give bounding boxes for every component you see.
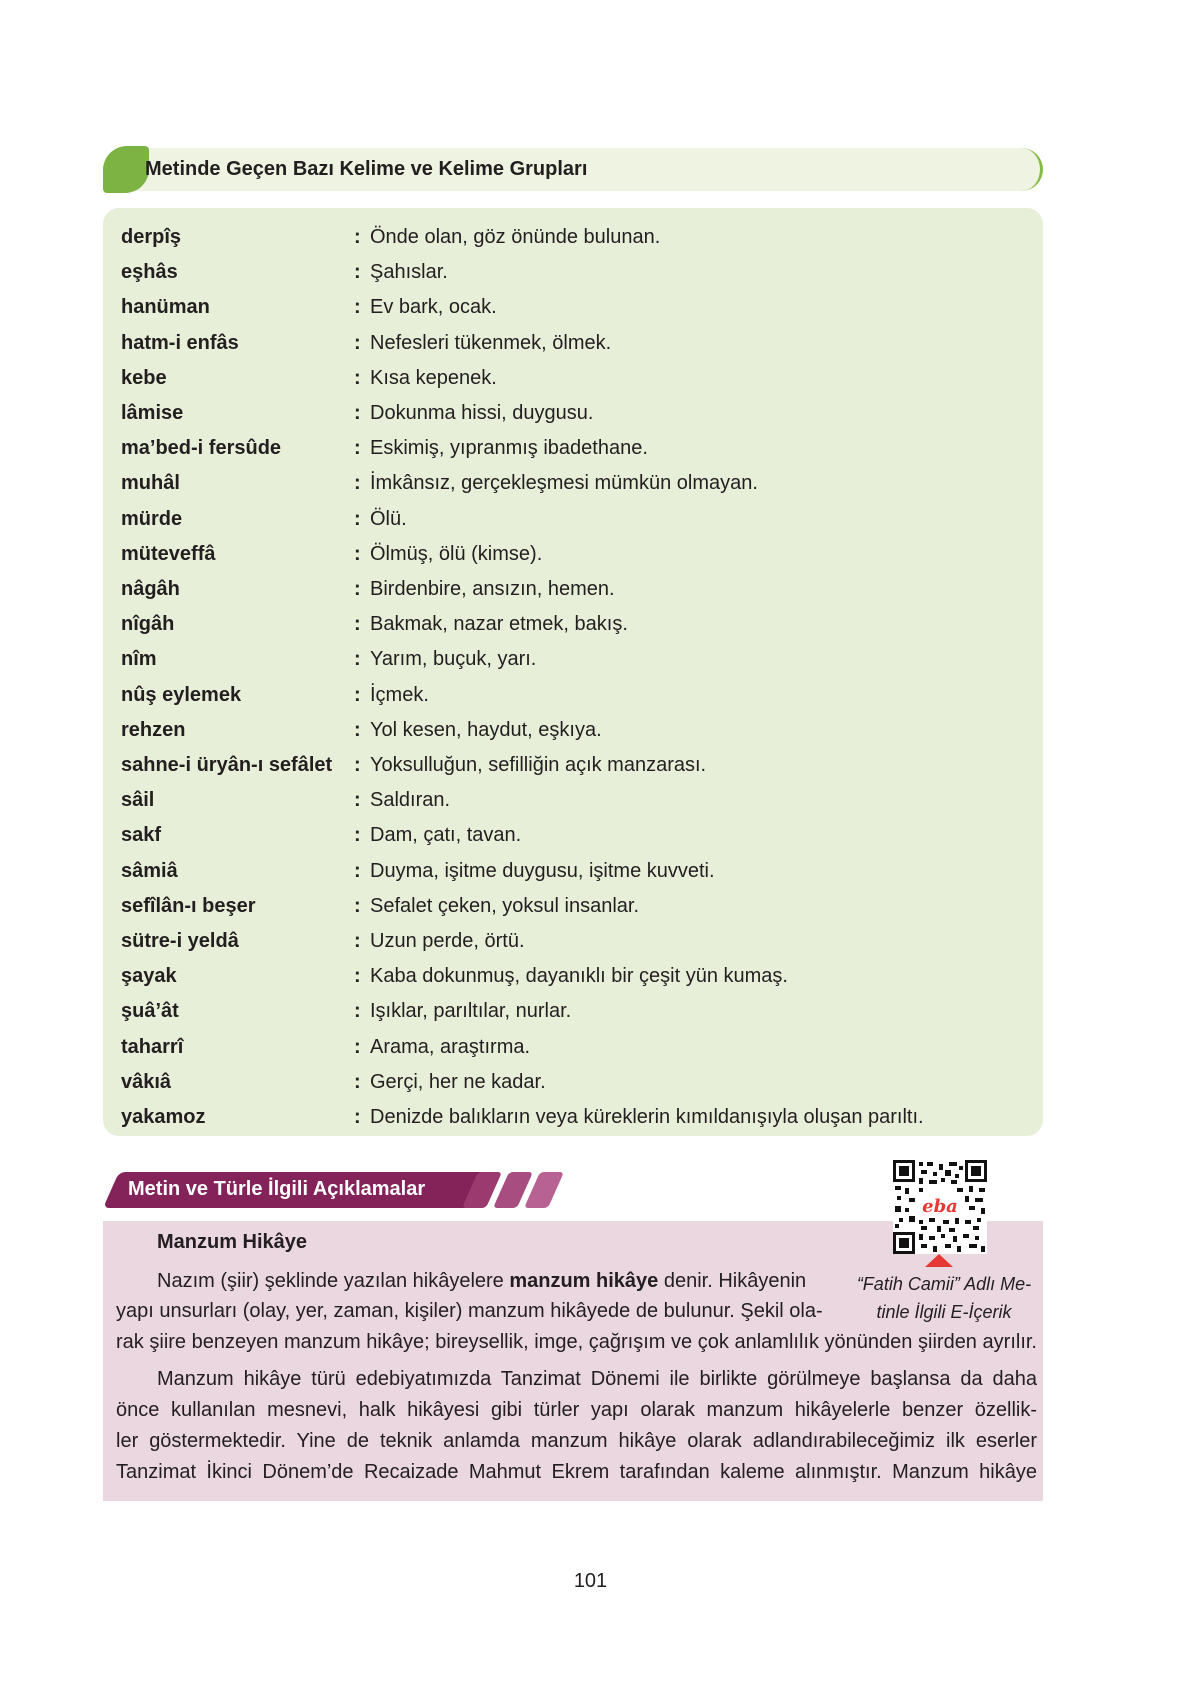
glossary-colon: :	[354, 1106, 361, 1128]
glossary-definition: Arama, araştırma.	[370, 1035, 531, 1058]
glossary-colon: :	[354, 718, 361, 741]
paragraph-line: rak şiire benzeyen manzum hikâye; bireysellik, imge, çağrışım ve çok anlamlılık yönünden şiirden ayrılır.	[116, 1331, 1037, 1353]
glossary-definition: Kaba dokunmuş, dayanıklı bir çeşit yün kumaş.	[370, 965, 788, 988]
glossary-definition: Nefesleri tükenmek, ölmek.	[370, 331, 612, 354]
glossary-term: rehzen	[121, 718, 186, 741]
glossary-term: derpîş	[121, 226, 182, 248]
glossary-colon: :	[354, 472, 361, 495]
glossary-colon: :	[354, 437, 361, 460]
glossary-term: kebe	[121, 366, 167, 389]
glossary-definition: Yoksulluğun, sefilliğin açık manzarası.	[370, 754, 707, 776]
glossary-term: hanüman	[121, 296, 210, 319]
glossary-term: vâkıâ	[121, 1070, 172, 1093]
glossary-colon: :	[354, 261, 361, 284]
glossary-colon: :	[354, 366, 361, 389]
glossary-term: sakf	[121, 824, 162, 847]
glossary-term: sütre-i yeldâ	[121, 930, 239, 952]
qr-code[interactable]	[893, 1160, 987, 1254]
glossary-colon: :	[354, 296, 361, 319]
glossary-definition: Ölmüş, ölü (kimse).	[370, 542, 543, 565]
glossary-definition: Ev bark, ocak.	[370, 296, 497, 319]
glossary-definition: Uzun perde, örtü.	[370, 930, 525, 952]
explanation-title: Metin ve Türle İlgili Açıklamalar	[128, 1178, 426, 1200]
paragraph-line: önce kullanılan mesnevi, halk hikâyesi gibi türler yapı olarak manzum hikâyelerle benzer özellik-	[116, 1399, 1037, 1421]
glossary-definition: İçmek.	[370, 683, 429, 706]
glossary-definition: Gerçi, her ne kadar.	[370, 1070, 546, 1093]
glossary-colon: :	[354, 507, 361, 530]
glossary-term: şayak	[121, 965, 177, 988]
glossary-colon: :	[354, 331, 361, 354]
paragraph-line: ler göstermektedir. Yine de teknik anlamda manzum hikâye olarak adlandırabileceğimiz ilk eserler	[116, 1430, 1037, 1452]
eba-logo: eba	[917, 1198, 963, 1216]
glossary-term: nûş eylemek	[121, 683, 242, 706]
glossary-term: nâgâh	[121, 578, 180, 600]
glossary-term: nîm	[121, 648, 157, 671]
qr-caption-line: tinle İlgili E-İçerik	[876, 1302, 1012, 1322]
bold-term: manzum hikâye	[509, 1270, 659, 1292]
glossary-definition: Ölü.	[370, 507, 407, 530]
glossary-header	[103, 146, 1043, 193]
glossary-term: muhâl	[121, 472, 180, 495]
glossary-term: eşhâs	[121, 261, 178, 284]
glossary-definition: İmkânsız, gerçekleşmesi mümkün olmayan.	[370, 472, 758, 495]
glossary-term: sefîlân-ı beşer	[121, 894, 256, 917]
page-number: 101	[573, 1570, 608, 1592]
text-span: denir. Hikâyenin	[658, 1270, 807, 1292]
glossary-colon: :	[354, 402, 361, 424]
glossary-title: Metinde Geçen Bazı Kelime ve Kelime Grupları	[145, 158, 588, 180]
qr-caption-line: “Fatih Camii” Adlı Me-	[856, 1274, 1032, 1294]
glossary-term: sâil	[121, 789, 155, 812]
glossary-term: sâmiâ	[121, 859, 178, 882]
glossary-box	[103, 208, 1043, 1136]
glossary-term: yakamoz	[121, 1106, 206, 1128]
glossary-colon: :	[354, 859, 361, 882]
glossary-term: şuâ’ât	[121, 1000, 179, 1023]
glossary-colon: :	[354, 683, 361, 706]
glossary-colon: :	[354, 754, 361, 776]
glossary-term: ma’bed-i fersûde	[121, 437, 282, 460]
glossary-definition: Şahıslar.	[370, 261, 448, 284]
glossary-term: sahne-i üryân-ı sefâlet	[121, 754, 333, 776]
arrow-up-icon	[925, 1254, 953, 1267]
glossary-definition: Sefalet çeken, yoksul insanlar.	[370, 894, 640, 917]
text-span: Nazım (şiir) şeklinde yazılan hikâyelere	[157, 1270, 510, 1292]
glossary-definition: Yarım, buçuk, yarı.	[370, 648, 537, 671]
glossary-term: lâmise	[121, 402, 184, 424]
glossary-definition: Denizde balıkların veya küreklerin kımıldanışıyla oluşan parıltı.	[370, 1106, 924, 1128]
glossary-colon: :	[354, 1070, 361, 1093]
glossary-definition: Yol kesen, haydut, eşkıya.	[370, 718, 602, 741]
glossary-colon: :	[354, 824, 361, 847]
glossary-colon: :	[354, 1035, 361, 1058]
glossary-term: mürde	[121, 507, 183, 530]
glossary-term: nîgâh	[121, 613, 175, 636]
glossary-colon: :	[354, 613, 361, 636]
glossary-definition: Işıklar, parıltılar, nurlar.	[370, 1000, 572, 1023]
glossary-colon: :	[354, 648, 361, 671]
glossary-definition: Önde olan, göz önünde bulunan.	[370, 226, 661, 248]
glossary-definition: Duyma, işitme duygusu, işitme kuvveti.	[370, 859, 715, 882]
paragraph-line: yapı unsurları (olay, yer, zaman, kişiler) manzum hikâyede de bulunur. Şekil ola-	[116, 1300, 823, 1322]
glossary-definition: Dam, çatı, tavan.	[370, 824, 522, 847]
glossary-colon: :	[354, 1000, 361, 1023]
glossary-colon: :	[354, 226, 361, 248]
glossary-colon: :	[354, 894, 361, 917]
glossary-definition: Bakmak, nazar etmek, bakış.	[370, 613, 628, 636]
paragraph-line: Manzum hikâye türü edebiyatımızda Tanzimat Dönemi ile birlikte görülmeye başlansa da daha	[157, 1368, 1037, 1390]
glossary-definition: Dokunma hissi, duygusu.	[370, 402, 594, 424]
glossary-term: hatm-i enfâs	[121, 331, 239, 354]
paragraph-line	[157, 1266, 806, 1297]
glossary-definition: Birdenbire, ansızın, hemen.	[370, 578, 615, 600]
qr-caption	[845, 1270, 1043, 1326]
glossary-term: taharrî	[121, 1035, 184, 1058]
glossary-colon: :	[354, 542, 361, 565]
paragraph-line: Tanzimat İkinci Dönem’de Recaizade Mahmut Ekrem tarafından kaleme alınmıştır. Manzum hikâye	[116, 1461, 1037, 1483]
glossary-definition: Kısa kepenek.	[370, 366, 497, 389]
glossary-definition: Saldıran.	[370, 789, 451, 812]
glossary-term: müteveffâ	[121, 542, 216, 565]
section-subheading: Manzum Hikâye	[157, 1231, 308, 1253]
glossary-colon: :	[354, 789, 361, 812]
glossary-colon: :	[354, 930, 361, 952]
glossary-colon: :	[354, 965, 361, 988]
glossary-definition: Eskimiş, yıpranmış ibadethane.	[370, 437, 648, 460]
glossary-colon: :	[354, 578, 361, 600]
